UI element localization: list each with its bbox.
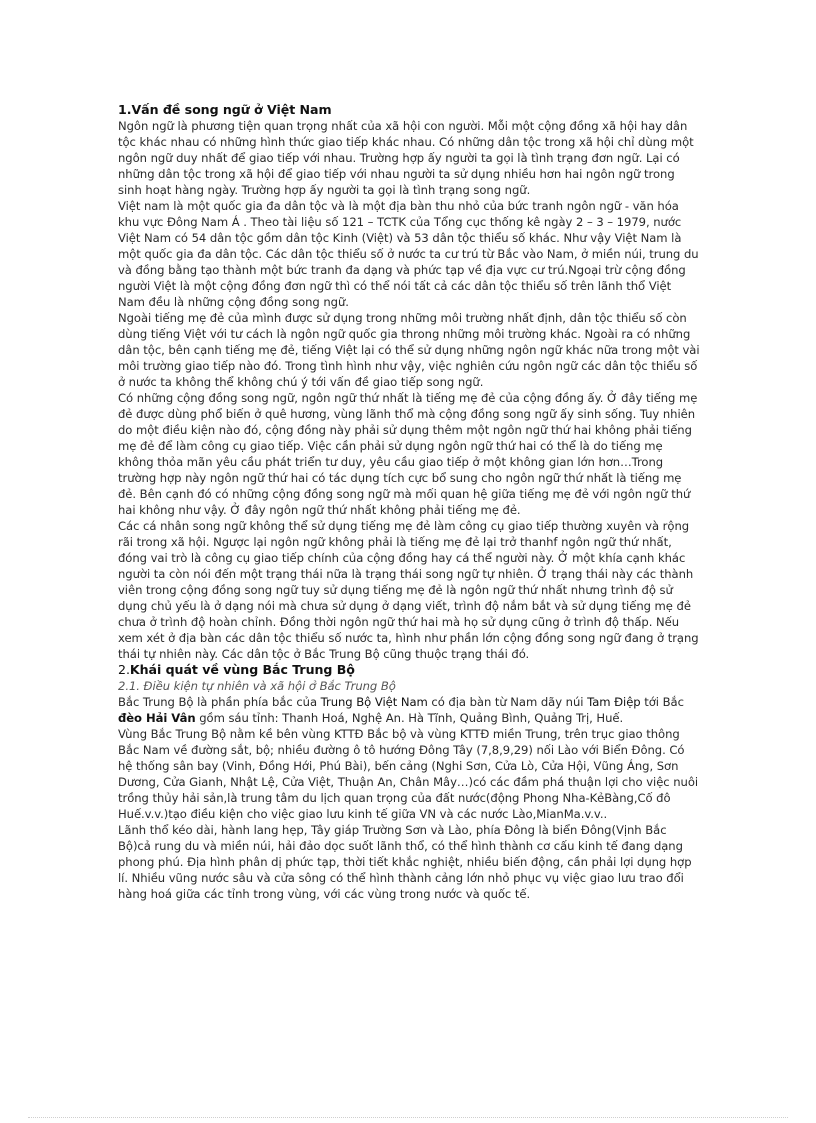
section1-paragraph-1: Ngôn ngữ là phương tiện quan trọng nhất của xã hội con người. Mỗi một cộng đồng xã hội hay dân tộc khác nhau có những hình thức giao tiếp khác nhau. Có những dân tộc trong xã hội chỉ dùng một ngôn ngữ duy nhất để giao tiếp với nhau. Trường hợp ấy người ta gọi là tình trạng đơn ngữ. Lại có những dân tộc trong xã hội để giao tiếp với nhau người ta sử dụng nhiều hơn hai ngôn ngữ trong sinh hoạt hàng ngày. Trường hợp ấy người ta gọi là tình trạng song ngữ. [118, 119, 694, 197]
section1-heading: 1.Vấn đề song ngữ ở Việt Nam [118, 102, 332, 117]
section2-subheading: 2.1. Điều kiện tự nhiên và xã hội ở Bắc Trung Bộ [118, 679, 396, 693]
section2-paragraph-1 [118, 694, 700, 726]
link-trung-bo-viet-nam[interactable]: Trung Bộ Việt Nam [320, 695, 428, 709]
section2-paragraph-2: Vùng Bắc Trung Bộ nằm kề bên vùng KTTĐ Bắc bộ và vùng KTTĐ miền Trung, trên trục giao thông Bắc Nam về đường sắt, bộ; nhiều đường ô tô hướng Đông Tây (7,8,9,29) nối Lào với Biển Đông. Có hệ thống sân bay (Vinh, Đồng Hới, Phú Bài), bến cảng (Nghi Sơn, Cửa Lò, Cửa Hội, Vũng Áng, Sơn Dương, Cửa Gianh, Nhật Lệ, Cửa Việt, Thuận An, Chân Mây…)có các đầm phá thuận lợi cho việc nuôi trồng thủy hải sản,là trung tâm du lịch quan trọng của đất nước(động Phong Nha-KẻBàng,Cố đô Huế.v.v.)tạo điều kiện cho việc giao lưu kinh tế giữa VN và các nước Lào,MianMa.v.v.. [118, 727, 699, 821]
section1-paragraph-2: Việt nam là một quốc gia đa dân tộc và là một địa bàn thu nhỏ của bức tranh ngôn ngữ - văn hóa khu vực Đông Nam Á . Theo tài liệu số 121 – TCTK của Tổng cục thống kê ngày 2 – 3 – 1979, nước Việt Nam có 54 dân tộc gồm dân tộc Kinh (Việt) và 53 dân tộc thiểu số khác. Như vậy Việt Nam là một quốc gia đa dân tộc. Các dân tộc thiểu số ở nước ta cư trú từ Bắc vào Nam, ở miền núi, trung du và đồng bằng tạo thành một bức tranh đa dạng và phức tạp về địa vực cư trú.Ngoại trừ cộng đồng người Việt là một cộng đồng đơn ngữ thì có thể nói tất cả các dân tộc thiểu số trên lãnh thổ Việt Nam đều là những cộng đồng song ngữ. [118, 199, 699, 309]
p1-text-3: tới Bắc [640, 695, 684, 709]
link-tam-diep[interactable]: Tam Điệp [587, 695, 641, 709]
section1-paragraph-5: Các cá nhân song ngữ không thể sử dụng tiếng mẹ đẻ làm công cụ giao tiếp thường xuyên và rộng rãi trong xã hội. Ngược lại ngôn ngữ không phải là tiếng mẹ đẻ lại trở thanhf ngôn ngữ thứ nhất, đóng vai trò là công cụ giao tiếp chính của cộng đồng hay cá thể người này. Ở một khía cạnh khác người ta còn nói đến một trạng thái nữa là trạng thái song ngữ tự nhiên. Ở trạng thái này các thành viên trong cộng đồng song ngữ tuy sử dụng tiếng mẹ đẻ là ngôn ngữ thứ nhất nhưng trình độ sử dụng chủ yếu là ở dạng nói mà chưa sử dụng ở dạng viết, trình độ nắm bắt và sử dụng tiếng mẹ đẻ chưa ở trình độ hoàn chỉnh. Đồng thời ngôn ngữ thứ hai mà họ sử dụng cũng ở trình độ thấp. Nếu xem xét ở địa bàn các dân tộc thiểu số nước ta, hình như phần lớn cộng đồng song ngữ đang ở trạng thái tự nhiên này. Các dân tộc ở Bắc Trung Bộ cũng thuộc trạng thái đó. [118, 519, 699, 661]
page-bottom-rule [28, 1117, 788, 1118]
section2-heading-text: Khái quát về vùng Bắc Trung Bộ [129, 662, 355, 677]
p1-text-1: Bắc Trung Bộ là phần phía bắc của [118, 695, 321, 709]
document-body [118, 102, 700, 902]
section2-paragraph-3: Lãnh thổ kéo dài, hành lang hẹp, Tây giáp Trường Sơn và Lào, phía Đông là biển Đông(Vịnh Bắc Bộ)cả rung du và miền núi, hải đảo dọc suốt lãnh thổ, có thể hình thành cơ cấu kinh tế đang dạng phong phú. Địa hình phân dị phức tạp, thời tiết khắc nghiệt, nhiều biến động, cần phải lợi dụng hợp lí. Nhiều vũng nước sâu và cửa sông có thể hình thành cảng lớn nhỏ phục vụ việc giao lưu trao đổi hàng hoá giữa các tỉnh trong vùng, với các vùng trong nước và quốc tế. [118, 823, 692, 901]
p1-text-4: gồm sáu tỉnh: Thanh Hoá, Nghệ An. Hà Tĩnh, Quảng Bình, Quảng Trị, Huế. [195, 711, 624, 725]
bold-deo-hai-van: đèo Hải Vân [118, 711, 196, 725]
section2-heading [118, 662, 700, 678]
section2-heading-number: 2. [118, 662, 130, 677]
section1-paragraph-3: Ngoài tiếng mẹ đẻ của mình được sử dụng trong những môi trường nhất định, dân tộc thiểu số còn dùng tiếng Việt với tư cách là ngôn ngữ quốc gia throng những môi trường khác. Ngoài ra có những dân tộc, bên cạnh tiếng mẹ đẻ, tiếng Việt lại có thể sử dụng những ngôn ngữ khác nữa trong một vài môi trường giao tiếp nào đó. Trong tình hình như vậy, việc nghiên cứu ngôn ngữ các dân tộc thiểu số ở nước ta không thể không chú ý tới vấn đề giao tiếp song ngữ. [118, 311, 700, 389]
p1-text-2: có địa bàn từ Nam dãy núi [427, 695, 588, 709]
section1-paragraph-4: Có những cộng đồng song ngữ, ngôn ngữ thứ nhất là tiếng mẹ đẻ của cộng đồng ấy. Ở đây tiếng mẹ đẻ được dùng phổ biến ở quê hương, vùng lãnh thổ mà cộng đồng song ngữ ấy sinh sống. Tuy nhiên do một điều kiện nào đó, cộng đồng này phải sử dụng thêm một ngôn ngữ thứ hai không phải tiếng mẹ đẻ để làm công cụ giao tiếp. Việc cần phải sử dụng ngôn ngữ thứ hai có thể là do tiếng mẹ không thỏa mãn yêu cầu phát triển tư duy, yêu cầu giao tiếp ở một không gian lớn hơn…Trong trường hợp này ngôn ngữ thứ hai có tác dụng tích cực bổ sung cho ngôn ngữ thứ nhất là tiếng mẹ đẻ. Bên cạnh đó có những cộng đồng song ngữ mà mối quan hệ giữa tiếng mẹ đẻ với ngôn ngữ thứ hai không như vậy. Ở đây ngôn ngữ thứ nhất không phải tiếng mẹ đẻ. [118, 391, 698, 517]
